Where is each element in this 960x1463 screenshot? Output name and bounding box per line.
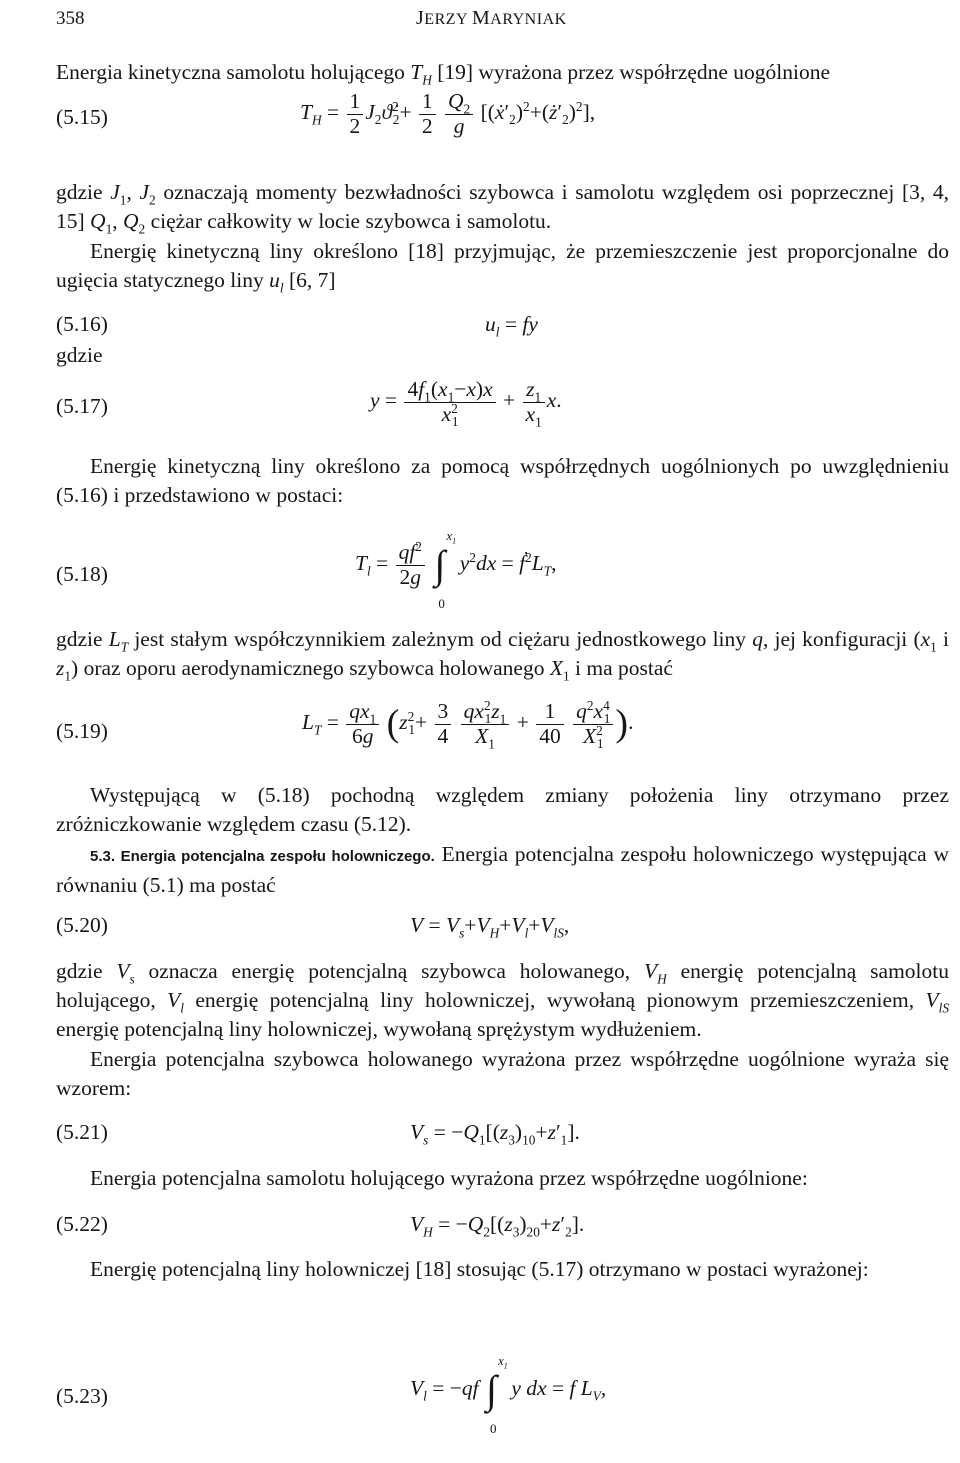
paragraph-definitions: gdzie $J_1$, $J_2$ oznaczają momenty bezwładności szybowca i samolotu względem osi poprzecznej [3, 4, 15] $Q_1$, $Q_2$ ciężar całkowity w locie szybowca i samolotu. (56, 180, 950, 237)
equation-5-17: y = $\frac{4f_1(x_1-x)x}{x^2_1}$ + $\frac{z_1}{x_1}$ x. (370, 377, 562, 429)
equation-number: (5.19) (56, 719, 108, 743)
page-number: 358 (56, 8, 85, 29)
section-title: 5.3. Energia potencjalna zespołu holowniczego. (90, 848, 435, 865)
equation-5-23: $V_l = -qf$ ∫ $x_1$ 0 y dx = f $L_V$, (410, 1353, 607, 1436)
equation-number: (5.21) (56, 1120, 108, 1144)
equation-number: (5.15) (56, 105, 108, 129)
equation-number: (5.22) (56, 1212, 108, 1236)
section-5-3: 5.3. Energia potencjalna zespołu holowniczego. Energia potencjalna zespołu holowniczego występująca w równaniu (5.1) ma postać (56, 842, 950, 897)
paragraph-glider-potential: Energia potencjalna szybowca holowanego wyrażona przez współrzędne uogólnione wyraża się wzorem: (56, 1047, 949, 1100)
running-head: JERZY MARYNIAK (416, 7, 567, 29)
equation-5-18: $T_l$ = $\frac{qf^2}{2g}$ ∫ $x_1$ 0 $y^2dx$ = $ḟ^2L_T$, (355, 528, 557, 611)
equation-5-20: $V = V_s+V_H+V_l+V_{lS}$, (410, 913, 570, 941)
equation-number: (5.17) (56, 394, 108, 418)
paragraph-rope-potential: Energię potencjalną liny holowniczej [18] stosując (5.17) otrzymano w postaci wyrażonej: (90, 1257, 869, 1281)
paragraph-LT: gdzie $L_T$ jest stałym współczynnikiem zależnym od ciężaru jednostkowego liny q, jej konfiguracji ($x_1$ i $z_1$) oraz oporu aerodynamicznego szybowca holowanego $X_1$ i ma postać (56, 627, 949, 684)
equation-5-15: $T_H$ = $\frac{1}{2}$ $J_2ϑ̇^2_2+$ $\frac{1}{2}$ $\frac{Q_2}{g}$ $[(ẋ'_2)^2+(ż'_2)^2]$, (300, 89, 596, 138)
equation-5-16: $u_l$ = fy (485, 312, 538, 340)
equation-5-22: $V_H = -Q_2[(z_3)_{20}+z'_2]$. (410, 1212, 585, 1240)
equation-number: (5.20) (56, 913, 108, 937)
equation-5-19: $L_T$ = $\frac{qx_1}{6g}$ ($z^2_1+$ $\frac{3}{4}$ $\frac{qx^2_1z_1}{X_1}$ + $\frac{1}{40}$ $\frac{q^2x^4_1}{X^2_1}$ ). (302, 697, 634, 751)
page-header (56, 4, 940, 34)
paragraph-aircraft-potential: Energia potencjalna samolotu holującego wyrażona przez współrzędne uogólnione: (90, 1166, 808, 1190)
equation-number: (5.16) (56, 312, 108, 336)
equation-5-21: $V_s = -Q_1[(z_3)_{10}+z'_1]$. (410, 1120, 580, 1148)
paragraph-derivative: Występującą w (5.18) pochodną względem zmiany położenia liny otrzymano przez zróżniczkowanie względem czasu (5.12). (56, 783, 949, 836)
equation-number: (5.18) (56, 562, 108, 586)
paragraph-intro: Energia kinetyczna samolotu holującego $T_H$ [19] wyrażona przez współrzędne uogólnione (56, 60, 831, 88)
equation-number: (5.23) (56, 1384, 108, 1408)
word-gdzie: gdzie (56, 343, 103, 367)
paragraph-rope-kinetic-2: Energię kinetyczną liny określono za pomocą współrzędnych uogólnionych po uwzględnieniu (5.16) i przedstawiono w postaci: (56, 454, 949, 507)
paragraph-rope-kinetic: Energię kinetyczną liny określono [18] przyjmując, że przemieszczenie jest proporcjonalne do ugięcia statycznego liny $u_l$ [6, 7] (56, 239, 949, 296)
paragraph-potential-defs: gdzie $V_s$ oznacza energię potencjalną szybowca holowanego, $V_H$ energię potencjalną samolotu holującego, $V_l$ energię potencjalną liny holowniczej, wywołaną pionowym przemieszczeniem, $V_{lS}$ energię potencjalną liny holowniczej, wywołaną sprężystym wydłużeniem. (56, 959, 950, 1041)
